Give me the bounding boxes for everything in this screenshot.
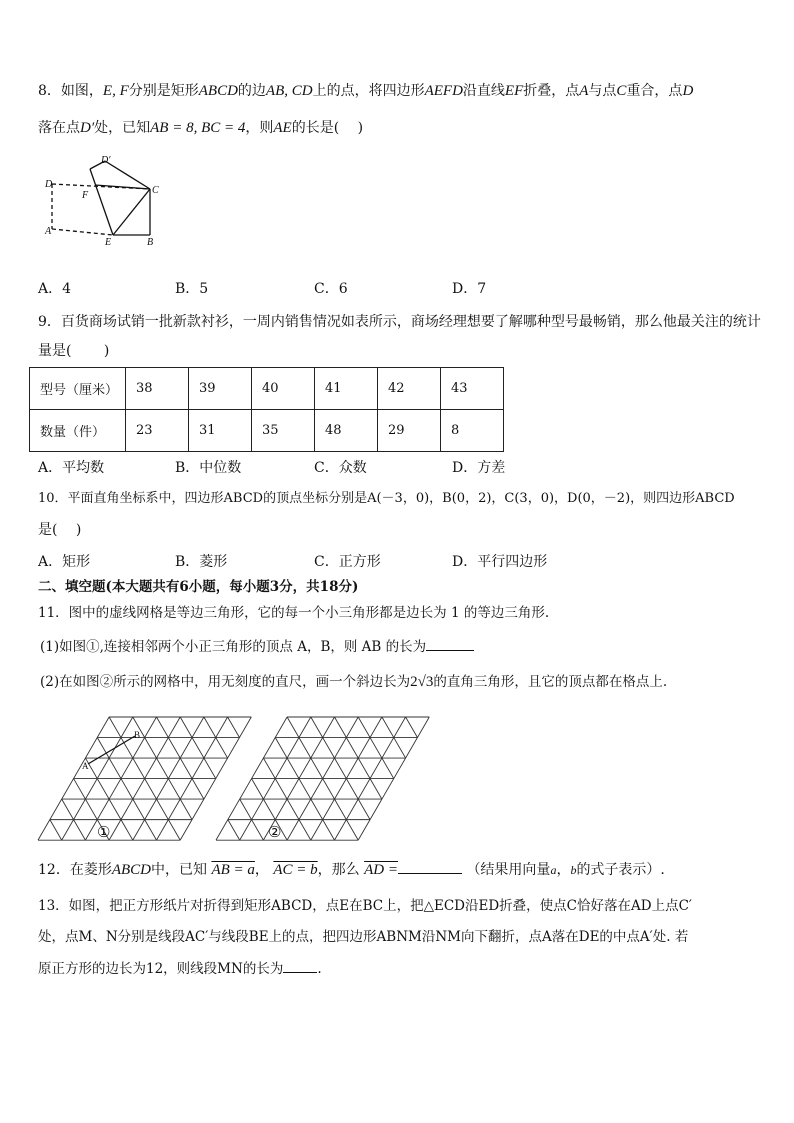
q9-line1: 9．百货商场试销一批新款衬衫，一周内销售情况如表所示，商场经理想要了解哪种型号最畅销，那么他最关注的统计 <box>38 314 761 330</box>
q9-line2: 量是( ) <box>38 343 110 359</box>
q11-sub2: (2)在如图②所示的网格中，用无刻度的直尺，画一个斜边长为2√3的直角三角形，且它的顶点都在格点上. <box>40 674 668 690</box>
table-cell: 38 <box>126 368 189 410</box>
q11-line1: 11．图中的虚线网格是等边三角形，它的每一个小三角形都是边长为 1 的等边三角形. <box>38 605 550 621</box>
q8-option-d: D．7 <box>452 281 487 297</box>
label-B: B <box>134 730 141 740</box>
q8-option-c: C．6 <box>314 281 348 297</box>
q9-option-a: A．平均数 <box>38 460 105 476</box>
q10-option-d: D．平行四边形 <box>452 554 548 570</box>
segment-D-prime-C <box>105 161 150 189</box>
q11-figure-2 <box>214 716 394 821</box>
table-row <box>30 368 504 410</box>
label-E: E <box>105 237 112 248</box>
q13-line3: 原正方形的边长为12，则线段MN的长为 . <box>38 958 322 979</box>
vector-ad: AD = <box>364 862 398 878</box>
table-header-cell: 型号（厘米） <box>30 368 126 410</box>
q11-figure-1 <box>36 716 216 821</box>
table-cell: 31 <box>189 410 252 452</box>
section-2-title: 二、填空题(本大题共有6小题，每小题3分，共18分) <box>38 579 359 595</box>
segment-FE <box>90 169 113 235</box>
label-D-prime: D′ <box>101 155 111 166</box>
q10-line2: 是( ) <box>38 522 82 538</box>
label-C: C <box>152 185 159 196</box>
table-cell: 35 <box>252 410 315 452</box>
q11-sub1: (1)如图①,连接相邻两个小正三角形的顶点 A，B，则 AB 的长为 <box>40 636 474 657</box>
grid-line <box>406 717 418 738</box>
segment-AE-dashed <box>52 229 113 235</box>
q11-answer-blank-1[interactable] <box>426 636 474 651</box>
grid-line <box>180 717 216 779</box>
grid-line <box>133 717 192 820</box>
table-cell: 43 <box>441 368 504 410</box>
table-row <box>30 410 504 452</box>
q11-figure-1-label: ① <box>97 823 111 841</box>
table-cell: 40 <box>252 368 315 410</box>
q10-option-c: C．正方形 <box>314 554 381 570</box>
grid-line <box>311 717 370 820</box>
q9-option-d: D．方差 <box>452 460 506 476</box>
table-cell: 29 <box>378 410 441 452</box>
q10-option-a: A．矩形 <box>38 554 91 570</box>
vector-ac: AC = b <box>273 862 318 878</box>
q13-line2: 处，点M、N分别是线段AC′与线段BE上的点，把四边形ABNM沿NM向下翻折，点A落在DE的中点A′处. 若 <box>38 929 689 945</box>
table-cell: 41 <box>315 368 378 410</box>
q11-figure-2-label: ② <box>268 823 282 841</box>
table-cell: 42 <box>378 368 441 410</box>
label-D: D <box>45 179 53 190</box>
q9-option-b: B．中位数 <box>175 460 242 476</box>
q8-option-b: B．5 <box>175 281 209 297</box>
q12-line: 12．在菱形ABCD中，已知 AB = a， AC = b，那么 AD = （结果用向量a，b的式子表示）. <box>38 859 665 880</box>
vector-ab: AB = a <box>211 862 255 878</box>
q10-option-b: B．菱形 <box>175 554 228 570</box>
grid-line <box>358 717 394 779</box>
q8-figure <box>40 155 180 265</box>
q8-option-a: A．4 <box>38 281 72 297</box>
table-cell: 39 <box>189 368 252 410</box>
q13-answer-blank[interactable] <box>283 958 317 973</box>
q9-table <box>29 367 504 452</box>
q8-line1: 8．如图，E, F分别是矩形ABCD的边AB, CD上的点，将四边形AEFD沿直线EF折叠，点A与点C重合，点D <box>38 83 694 99</box>
q9-option-c: C．众数 <box>314 460 367 476</box>
label-A: A <box>82 761 89 771</box>
table-cell: 8 <box>441 410 504 452</box>
q12-answer-blank[interactable] <box>398 859 462 874</box>
q13-line1: 13．如图，把正方形纸片对折得到矩形ABCD，点E在BC上，把△ECD沿ED折叠，使点C恰好落在AD上点C′ <box>38 898 692 914</box>
table-cell: 48 <box>315 410 378 452</box>
label-F: F <box>82 190 89 201</box>
grid-line <box>275 738 334 841</box>
table-cell: 23 <box>126 410 189 452</box>
grid-line <box>228 820 240 841</box>
q8-line2: 落在点D′处，已知AB = 8, BC = 4，则AE的长是( ) <box>38 120 364 136</box>
table-header-cell: 数量（件） <box>30 410 126 452</box>
label-B: B <box>147 237 154 248</box>
grid-line <box>50 820 62 841</box>
q10-line1: 10．平面直角坐标系中，四边形ABCD的顶点坐标分别是A(－3，0)，B(0，2)，C(3，0)，D(0，－2)，则四边形ABCD <box>38 491 735 506</box>
segment-EC <box>113 189 150 235</box>
label-A: A <box>45 226 52 237</box>
